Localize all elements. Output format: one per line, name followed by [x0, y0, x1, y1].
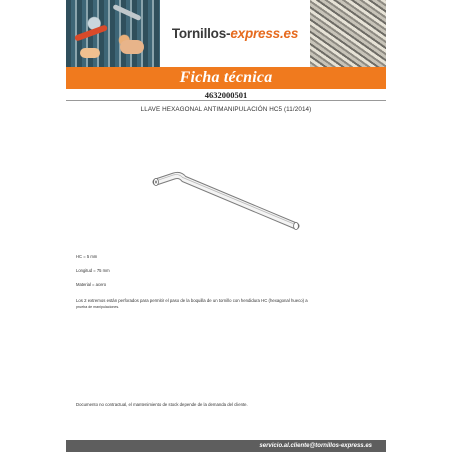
title-bar — [66, 67, 386, 89]
spec-hc: HC = 5 mm — [76, 254, 98, 259]
spec-length: Longitud = 75 mm — [76, 268, 110, 273]
disclaimer: Documento no contractual, el mantenimiento de stock depende de la demanda del cliente. — [76, 402, 248, 407]
datasheet-page — [66, 0, 386, 452]
product-code: 4632000501 — [204, 90, 248, 100]
hex-key-icon — [146, 160, 306, 240]
brand-logo: Tornillos-express.es — [160, 0, 310, 67]
contact-email[interactable]: servicio.al.cliente@tornillos-express.es — [259, 443, 372, 449]
footer-bar — [66, 440, 386, 452]
product-name: LLAVE HEXAGONAL ANTIMANIPULACIÓN HC5 (11/2014) — [140, 106, 312, 113]
tools-photo — [66, 0, 160, 67]
product-description: Los 2 extremos están perforados para permitir el paso de la boquilla de un tornillo con hendidura HC (hexagonal hueco) a prueba de manipulaciones. — [76, 298, 308, 309]
header-banner — [66, 0, 386, 67]
spec-material: Material = acero — [76, 282, 107, 287]
screws-photo — [310, 0, 386, 67]
page-title: Ficha técnica — [179, 69, 273, 86]
divider — [66, 100, 386, 101]
